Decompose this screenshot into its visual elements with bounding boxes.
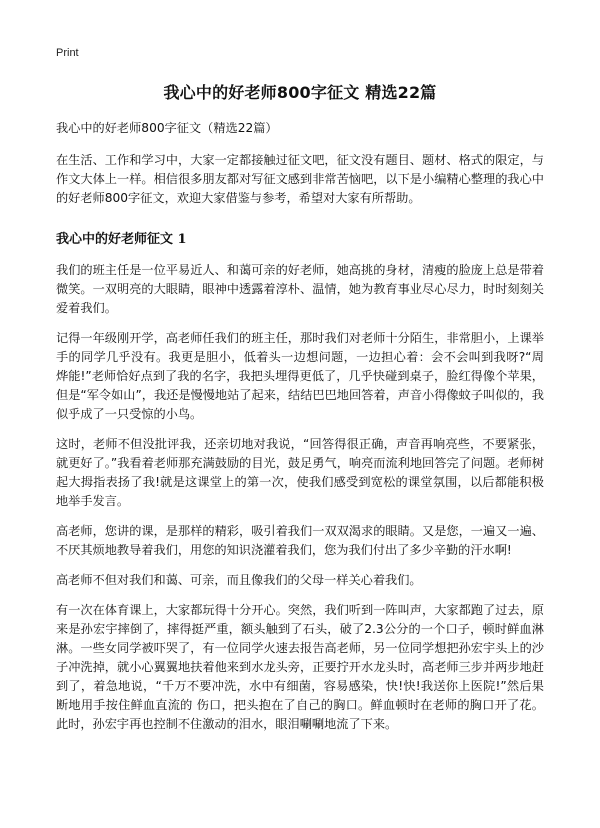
print-link[interactable]: Print (56, 47, 79, 59)
paragraph: 有一次在体育课上，大家都玩得十分开心。突然，我们听到一阵叫声，大家都跑了过去，原来是孙宏宇摔倒了，摔得挺严重，额头触到了石头，破了2.3公分的一个口子，顿时鲜血淋淋。一些女同学被吓哭了，有一位同学火速去报告高老师，另一位同学想把孙宏宇头上的沙子冲洗掉，就小心翼翼地扶着他来到水龙头旁，正要拧开水龙头时，高老师三步并两步地赶到了，着急地说，“千万不要冲洗，水中有细菌，容易感染，快!快!我送你上医院!”然后果断地用手按住鲜血直流的 伤口，把头抱在了自己的胸口。鲜血顿时在老师的胸口开了花。此时，孙宏宇再也控制不住激动的泪水，眼泪唰唰地流了下来。 (56, 603, 544, 731)
article-subtitle: 我心中的好老师800字征文（精选22篇） (56, 121, 278, 135)
paragraph: 我们的班主任是一位平易近人、和蔼可亲的好老师，她高挑的身材，清瘦的脸庞上总是带着微笑。一双明亮的大眼睛，眼神中透露着淳朴、温情，她为教育事业尽心尽力，时时刻刻关爱着我们。 (56, 263, 544, 315)
paragraph: 记得一年级刚开学，高老师任我们的班主任，那时我们对老师十分陌生，非常胆小，上课举手的同学几乎没有。我更是胆小，低着头一边想问题，一边担心着：会不会叫到我呀?“周烨能!”老师恰好点到了我的名字，我把头埋得更低了，几乎快碰到桌子，脸红得像个苹果，但是“军令如山”，我还是慢慢地站了起来，结结巴巴地回答着，声音小得像蚊子叫似的，我似乎成了一只受惊的小鸟。 (56, 331, 544, 421)
page-title: 我心中的好老师800字征文 精选22篇 (163, 83, 437, 102)
paragraph: 这时，老师不但没批评我，还亲切地对我说，“回答得很正确，声音再响亮些，不要紧张，就更好了。”我看着老师那充满鼓励的目光，鼓足勇气，响亮而流利地回答完了问题。老师树起大拇指表扬了我!就是这课堂上的第一次，使我们感受到宽松的课堂氛围，以后都能积极地举手发言。 (56, 437, 544, 508)
paragraph: 高老师，您讲的课，是那样的精彩，吸引着我们一双双渴求的眼睛。又是您，一遍又一遍、不厌其烦地教导着我们，用您的知识浇灌着我们，您为我们付出了多少辛勤的汗水啊! (56, 524, 544, 557)
intro-paragraph: 在生活、工作和学习中，大家一定都接触过征文吧，征文没有题目、题材、格式的限定，与作文大体上一样。相信很多朋友都对写征文感到非常苦恼吧，以下是小编精心整理的我心中的好老师800字征文，欢迎大家借鉴与参考，希望对大家有所帮助。 (56, 153, 544, 205)
article-body (56, 119, 544, 745)
section-heading: 我心中的好老师征文 1 (56, 232, 187, 247)
paragraph: 高老师不但对我们和蔼、可亲，而且像我们的父母一样关心着我们。 (56, 573, 422, 587)
